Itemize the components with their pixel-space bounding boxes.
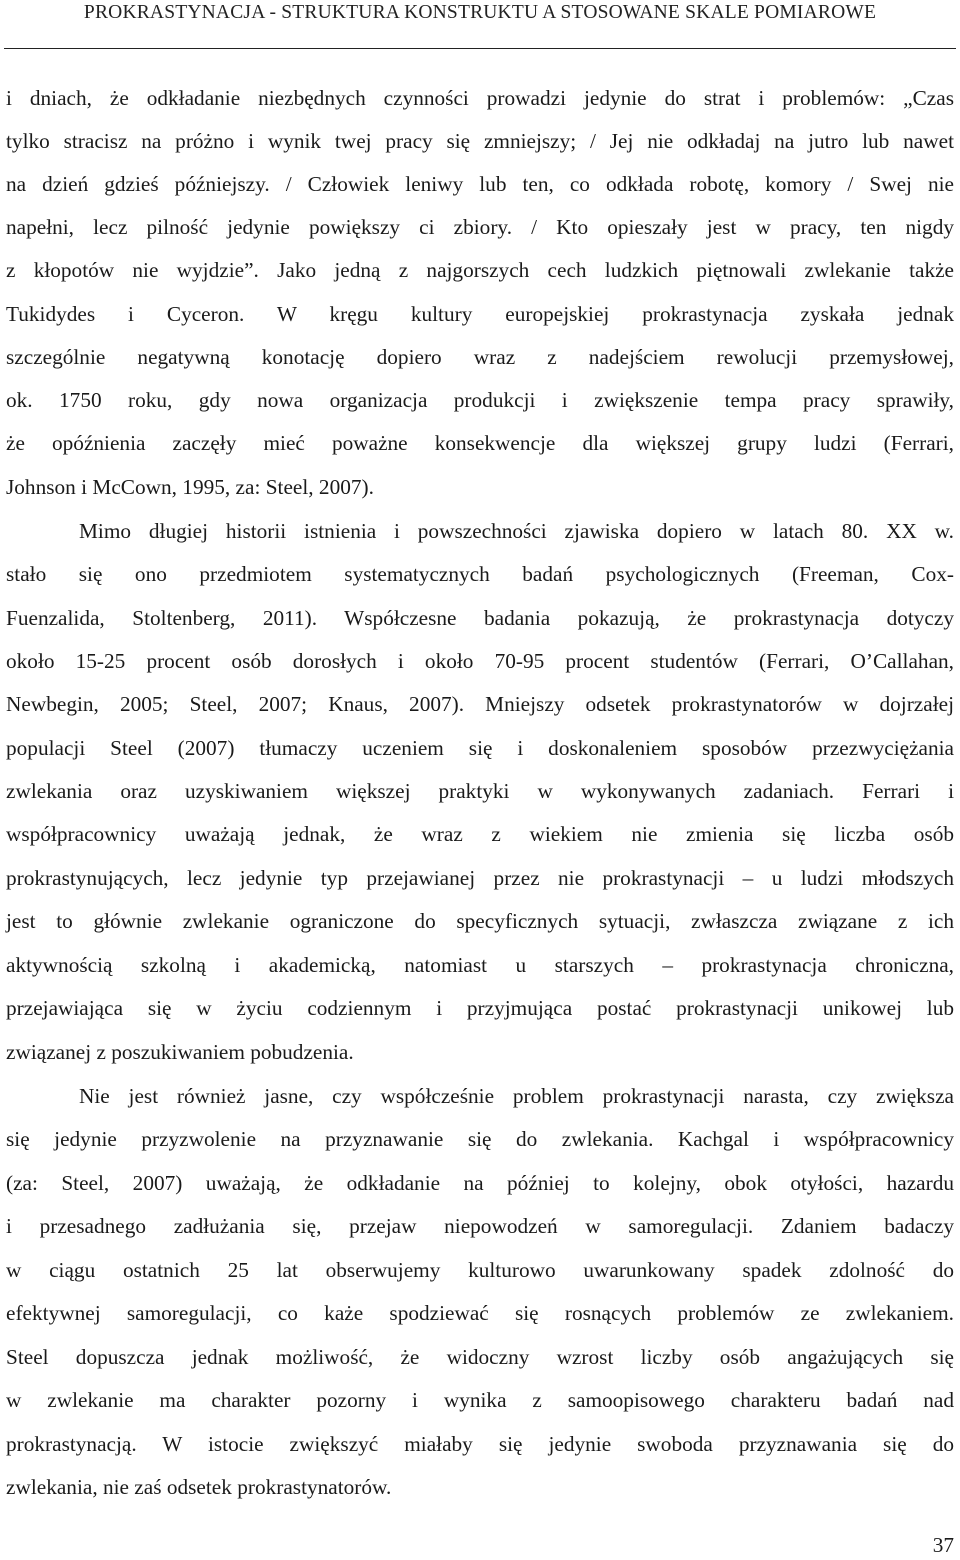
text-line: i dniach, że odkładanie niezbędnych czynności prowadzi jedynie do strat i problemów: „Czas: [6, 86, 954, 110]
text-line: przejawiająca się w życiu codziennym i przyjmująca postać prokrastynacji unikowej lub: [6, 996, 954, 1020]
text-line: efektywnej samoregulacji, co każe spodziewać się rosnących problemów ze zwlekaniem.: [6, 1301, 954, 1325]
text-line: zwlekania, nie zaś odsetek prokrastynatorów.: [6, 1475, 392, 1499]
page-number: 37: [932, 1533, 954, 1557]
text-line: z kłopotów nie wyjdzie”. Jako jedną z najgorszych cech ludzkich piętnowali zwlekanie także: [6, 258, 954, 282]
text-line: populacji Steel (2007) tłumaczy uczeniem się i doskonaleniem sposobów przezwyciężania: [6, 736, 954, 760]
text-line: się jedynie przyzwolenie na przyznawanie się do zwlekania. Kachgal i współpracownicy: [6, 1127, 954, 1151]
text-line: w zwlekanie ma charakter pozorny i wynika z samoopisowego charakteru badań nad: [6, 1388, 954, 1412]
text-line: i przesadnego zadłużania się, przejaw niepowodzeń w samoregulacji. Zdaniem badaczy: [6, 1214, 954, 1238]
text-line: aktywnością szkolną i akademicką, natomiast u starszych – prokrastynacja chroniczna,: [6, 953, 954, 977]
text-line: tylko stracisz na próżno i wynik twej pracy się zmniejszy; / Jej nie odkładaj na jutro lub nawet: [6, 129, 954, 153]
text-line: zwlekania oraz uzyskiwaniem większej praktyki w wykonywanych zadaniach. Ferrari i: [6, 779, 954, 803]
text-line: ok. 1750 roku, gdy nowa organizacja produkcji i zwiększenie tempa pracy sprawiły,: [6, 388, 954, 412]
text-line: związanej z poszukiwaniem pobudzenia.: [6, 1040, 354, 1064]
text-line: na dzień gdzieś późniejszy. / Człowiek leniwy lub ten, co odkłada robotę, komory / Swej nie: [6, 172, 954, 196]
text-line: Tukidydes i Cyceron. W kręgu kultury europejskiej prokrastynacja zyskała jednak: [6, 302, 954, 326]
text-line: że opóźnienia zaczęły mieć poważne konsekwencje dla większej grupy ludzi (Ferrari,: [6, 431, 954, 455]
text-line: Fuenzalida, Stoltenberg, 2011). Współczesne badania pokazują, że prokrastynacja dotyczy: [6, 606, 954, 630]
text-line: stało się ono przedmiotem systematycznych badań psychologicznych (Freeman, Cox-: [6, 562, 954, 586]
text-line: w ciągu ostatnich 25 lat obserwujemy kulturowo uwarunkowany spadek zdolność do: [6, 1258, 954, 1282]
text-line: napełni, lecz pilność jedynie powiększy ci zbiory. / Kto opieszały jest w pracy, ten nigdy: [6, 215, 954, 239]
text-line: szczególnie negatywną konotację dopiero wraz z nadejściem rewolucji przemysłowej,: [6, 345, 954, 369]
text-line: prokrastynujących, lecz jedynie typ przejawianej przez nie prokrastynacji – u ludzi młodszych: [6, 866, 954, 890]
text-line: Nie jest również jasne, czy współcześnie problem prokrastynacji narasta, czy zwiększa: [79, 1084, 954, 1108]
text-line: prokrastynacją. W istocie zwiększyć miałaby się jedynie swoboda przyznawania się do: [6, 1432, 954, 1456]
text-line: około 15-25 procent osób dorosłych i około 70-95 procent studentów (Ferrari, O’Callahan,: [6, 649, 954, 673]
text-line: (za: Steel, 2007) uważają, że odkładanie na później to kolejny, obok otyłości, hazardu: [6, 1171, 954, 1195]
text-line: Mimo długiej historii istnienia i powszechności zjawiska dopiero w latach 80. XX w.: [79, 519, 954, 543]
running-head: PROKRASTYNACJA - STRUKTURA KONSTRUKTU A STOSOWANE SKALE POMIAROWE: [83, 2, 877, 23]
text-line: Newbegin, 2005; Steel, 2007; Knaus, 2007). Mniejszy odsetek prokrastynatorów w dojrzałej: [6, 692, 954, 716]
text-line: Johnson i McCown, 1995, za: Steel, 2007).: [6, 475, 374, 499]
text-line: współpracownicy uważają jednak, że wraz z wiekiem nie zmienia się liczba osób: [6, 822, 954, 846]
text-line: jest to głównie zwlekanie ograniczone do specyficznych sytuacji, zwłaszcza związane z ich: [6, 909, 954, 933]
text-line: Steel dopuszcza jednak możliwość, że widoczny wzrost liczby osób angażujących się: [6, 1345, 954, 1369]
header-rule: [4, 48, 956, 49]
